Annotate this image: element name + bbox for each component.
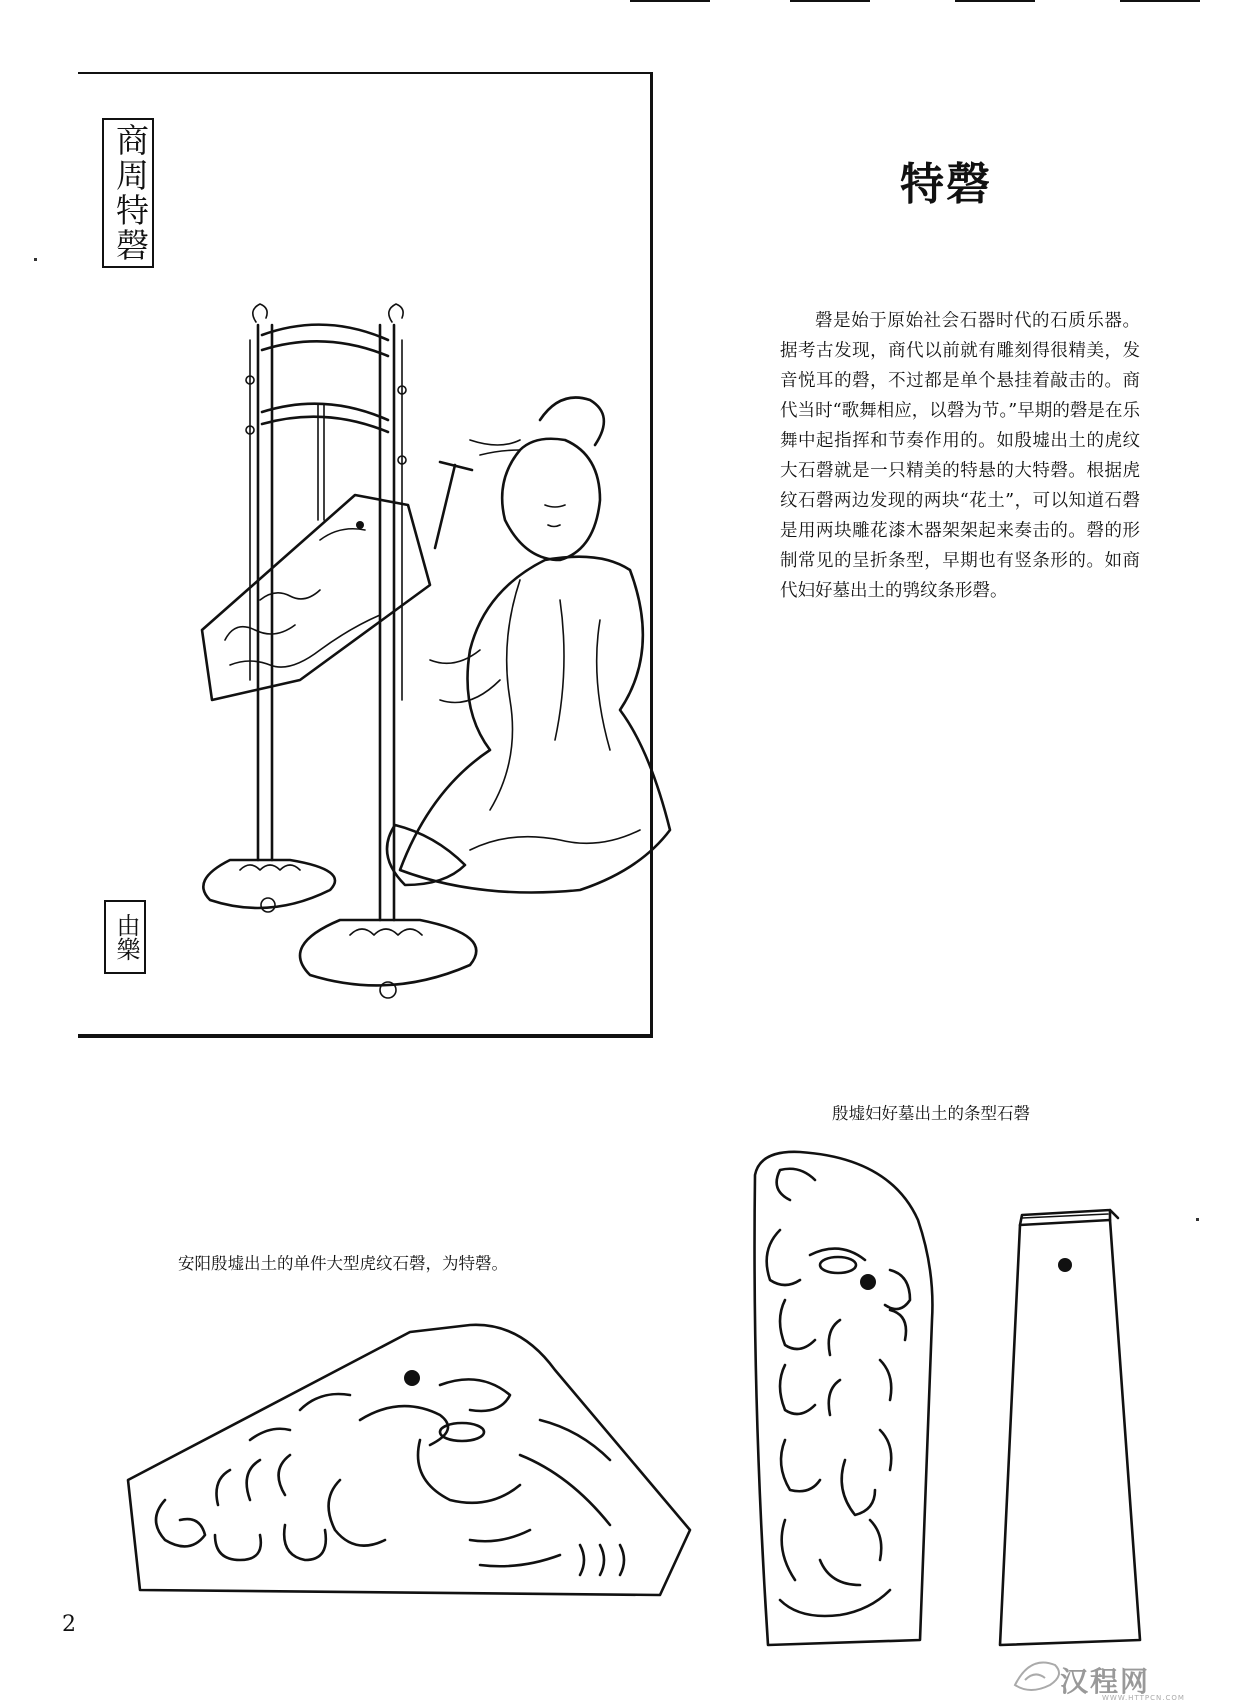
page-number: 2	[62, 1612, 76, 1637]
body-paragraph: 磬是始于原始社会石器时代的石质乐器。据考古发现，商代以前就有雕刻得很精美，发音悦耳的磬，不过都是单个悬挂着敲击的。商代当时“歌舞相应，以磬为节。”早期的磬是在乐舞中起指挥和节奏作用的。如殷墟出土的虎纹大石磬就是一只精美的特悬的大特磬。根据虎纹石磬两边发现的两块“花土”，可以知道石磬是用两块雕花漆木器架架起来奏击的。磬的形制常见的呈折条型，早期也有竖条形的。如商代妇好墓出土的鸮纹条形磬。	[780, 311, 1140, 601]
caption-bar-chime: 殷墟妇好墓出土的条型石磬	[832, 1104, 1030, 1123]
seal-stamp: 由樂	[104, 900, 146, 974]
print-speck	[1196, 1218, 1199, 1221]
watermark-logo-text: 汉程网	[1060, 1665, 1151, 1698]
watermark-url: WWW.HTTPCN.COM	[1102, 1694, 1185, 1702]
side-title: 商周特磬	[102, 118, 154, 268]
page-title: 特磬	[900, 159, 992, 210]
print-speck	[34, 258, 37, 261]
caption-tiger-chime: 安阳殷墟出土的单件大型虎纹石磬，为特磬。	[178, 1254, 508, 1273]
